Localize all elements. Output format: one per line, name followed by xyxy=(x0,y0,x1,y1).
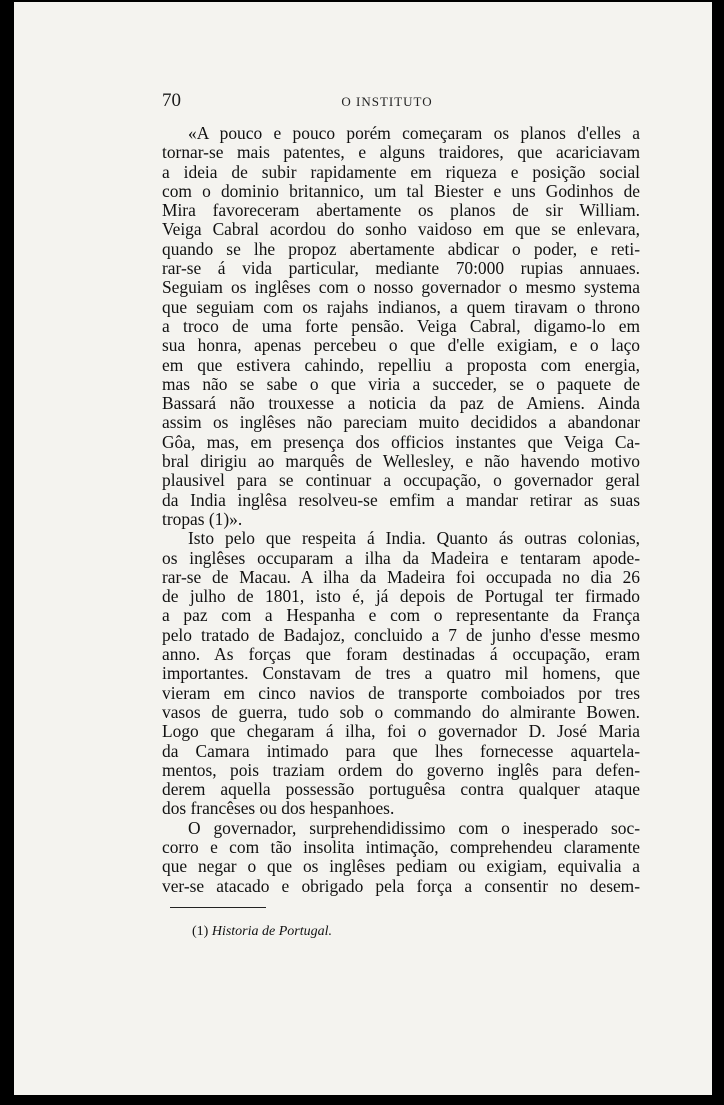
text-line: derem aquella possessão portuguêsa contra qualquer ataque xyxy=(162,779,640,800)
text-line: mas não se sabe o que viria a succeder, se o paquete de xyxy=(162,373,640,394)
text-line: O governador, surprehendidissimo com o inesperado soc- xyxy=(188,817,640,838)
text-line: assim os inglêses não pareciam muito decididos a abandonar xyxy=(162,412,640,433)
text-line: vasos de guerra, tudo sob o commando do almirante Bowen. xyxy=(162,701,640,722)
text-line: quando se lhe propoz abertamente abdicar o poder, e reti- xyxy=(162,238,640,259)
text-line: que negar o que os inglêses pediam ou exigiam, equivalia a xyxy=(162,856,640,877)
text-line: Bassará não trouxesse a noticia da paz de Amiens. Ainda xyxy=(162,393,640,414)
text-line: Veiga Cabral acordou do sonho vaidoso em que se enlevara, xyxy=(162,219,640,240)
text-line: anno. As forças que foram destinadas á occupação, eram xyxy=(162,644,640,665)
footnote-text: Historia de Portugal. xyxy=(211,924,332,939)
text-line: ver-se atacado e obrigado pela força a consentir no desem- xyxy=(162,875,640,896)
body-text xyxy=(162,124,640,896)
page-header xyxy=(162,90,642,114)
text-line: plausivel para se continuar a occupação, o governador geral xyxy=(162,470,640,491)
text-line: em que estivera cahindo, repelliu a proposta com energia, xyxy=(162,354,640,375)
text-line: tornar-se mais patentes, e alguns traidores, que acariciavam xyxy=(162,142,640,163)
text-line: a paz com a Hespanha e com o representante da França xyxy=(162,605,640,626)
text-line: a ideia de subir rapidamente em riqueza e posição social xyxy=(162,161,640,182)
text-line: bral dirigiu ao marquês de Wellesley, e não havendo motivo xyxy=(162,451,640,472)
text-line: os inglêses occuparam a ilha da Madeira e tentaram apode- xyxy=(162,547,640,568)
text-line: de julho de 1801, isto é, já depois de Portugal ter firmado xyxy=(162,586,640,607)
text-line: pelo tratado de Badajoz, concluido a 7 de junho d'esse mesmo xyxy=(162,624,640,645)
book-page xyxy=(14,2,712,1095)
running-title: O INSTITUTO xyxy=(341,94,433,109)
text-line: vieram em cinco navios de transporte comboiados por tres xyxy=(162,682,640,703)
text-line: que seguiam com os rajahs indianos, a quem tiravam o throno xyxy=(162,296,640,317)
footnote-marker: (1) xyxy=(192,924,209,939)
text-line: «A pouco e pouco porém começaram os planos d'elles a xyxy=(188,123,640,143)
text-line: a troco de uma forte pensão. Veiga Cabral, digamo-lo em xyxy=(162,315,640,336)
text-line: importantes. Constavam de tres a quatro mil homens, que xyxy=(162,663,640,684)
footnote-divider xyxy=(170,907,266,908)
text-line: rar-se á vida particular, mediante 70:000 rupias annuaes. xyxy=(162,258,640,279)
text-line: corro e com tão insolita intimação, comprehendeu claramente xyxy=(162,836,640,857)
text-line: Gôa, mas, em presença dos officios instantes que Veiga Ca- xyxy=(162,431,640,452)
text-line: dos francêses ou dos hespanhoes. xyxy=(162,798,395,819)
text-line: Mira favoreceram abertamente os planos de sir William. xyxy=(162,200,640,221)
text-line: rar-se de Macau. A ilha da Madeira foi occupada no dia 26 xyxy=(162,566,640,587)
page-number: 70 xyxy=(162,90,181,111)
text-line: mentos, pois traziam ordem do governo inglês para defen- xyxy=(162,759,640,780)
text-line: da India inglêsa resolveu-se emfim a mandar retirar as suas xyxy=(162,489,640,510)
text-line: Isto pelo que respeita á India. Quanto ás outras colonias, xyxy=(188,528,640,549)
text-line: com o dominio britannico, um tal Biester e uns Godinhos de xyxy=(162,180,640,201)
footnote xyxy=(192,924,332,940)
text-line: tropas (1)». xyxy=(162,508,243,529)
text-line: da Camara intimado para que lhes fornecesse aquartela- xyxy=(162,740,640,761)
text-line: Logo que chegaram á ilha, foi o governador D. José Maria xyxy=(162,721,640,742)
text-line: sua honra, apenas percebeu o que d'elle exigiam, e o laço xyxy=(162,335,640,356)
text-line: Seguiam os inglêses com o nosso governador o mesmo systema xyxy=(162,277,640,298)
